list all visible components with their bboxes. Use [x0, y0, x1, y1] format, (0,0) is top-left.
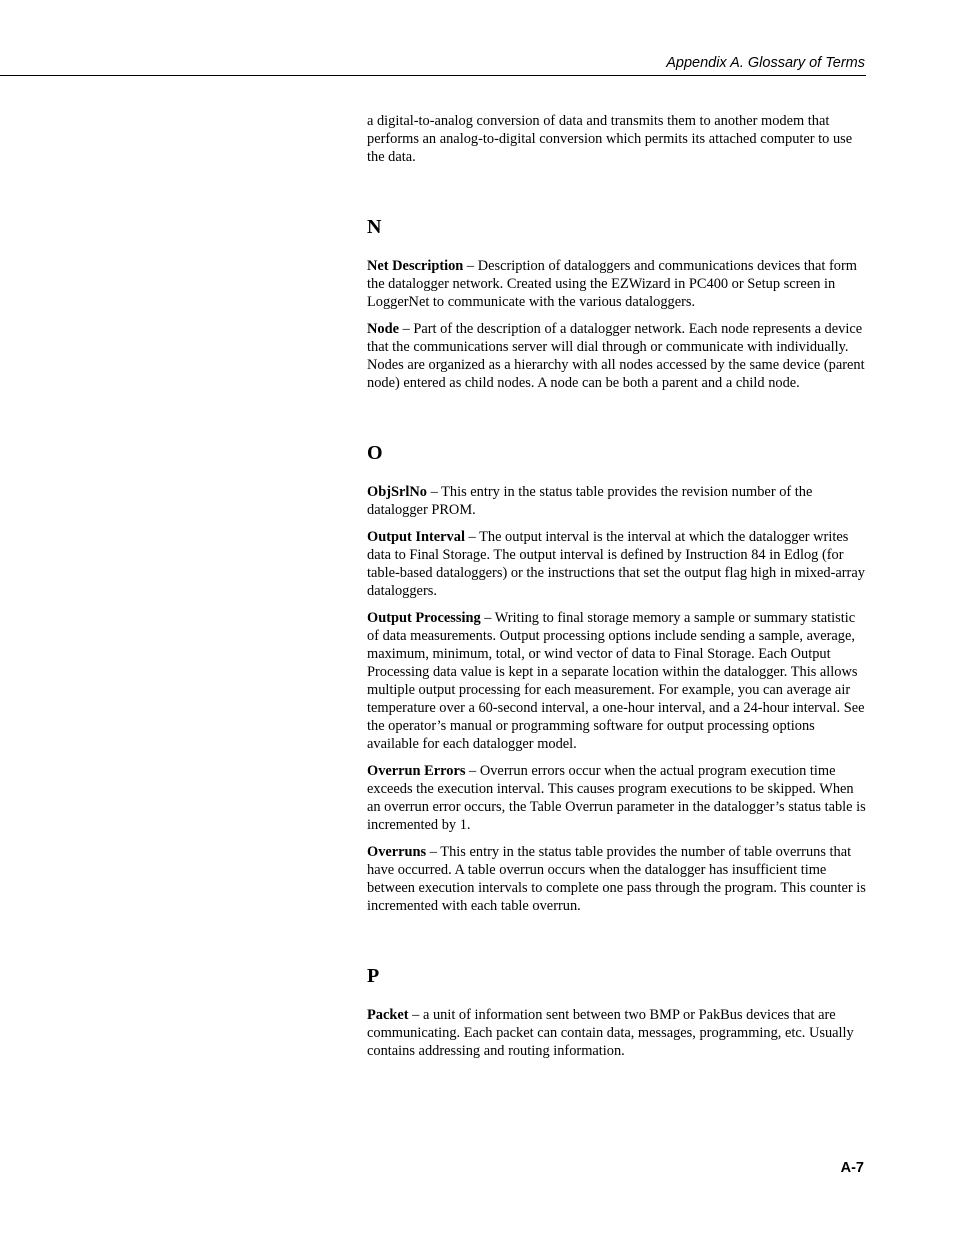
- entry-definition: – Writing to final storage memory a sample or summary statistic of data measurements. Output processing options include sending a sample, average, maximum, minimum, total, or wind vector of data to Final Storage. Each Output Processing data value is kept in a separate location within the datalogger. This allows multiple output processing for each measurement. For example, you can average air temperature over a 60-second interval, a one-hour interval, and a 24-hour interval. See the operator’s manual or programming software for output processing options available for each datalogger model.: [367, 610, 865, 752]
- entry-definition: – Description of dataloggers and communications devices that form the datalogger network. Created using the EZWizard in PC400 or Setup screen in LoggerNet to communicate with the various dataloggers.: [367, 258, 857, 310]
- glossary-entry: [367, 609, 867, 753]
- entry-term: Output Processing: [367, 610, 481, 626]
- entry-definition: – The output interval is the interval at which the datalogger writes data to Final Storage. The output interval is defined by Instruction 84 in Edlog (for table-based dataloggers) or the instructions that set the output flag high in mixed-array dataloggers.: [367, 529, 865, 599]
- running-header-title: Appendix A. Glossary of Terms: [666, 55, 865, 71]
- header-divider: [0, 75, 866, 76]
- section-letter-p: P: [367, 965, 380, 987]
- entry-definition: – Overrun errors occur when the actual program execution time exceeds the execution interval. This causes program executions to be skipped. When an overrun error occurs, the Table Overrun parameter in the datalogger’s status table is incremented by 1.: [367, 763, 866, 833]
- entry-term: Overruns: [367, 844, 427, 860]
- entry-definition: – This entry in the status table provides the revision number of the datalogger PROM.: [367, 484, 813, 518]
- glossary-entry: [367, 320, 867, 392]
- glossary-entry: [367, 483, 867, 519]
- glossary-entry: [367, 1006, 867, 1060]
- section-letter-n: N: [367, 216, 382, 238]
- entry-term: Net Description: [367, 258, 464, 274]
- section-p: [367, 964, 867, 1060]
- page-number: A-7: [840, 1160, 864, 1176]
- entry-term: Output Interval: [367, 529, 465, 545]
- glossary-entry: [367, 257, 867, 311]
- intro-paragraph: a digital-to-analog conversion of data and transmits them to another modem that performs an analog-to-digital conversion which permits its attached computer to use the data.: [367, 113, 853, 165]
- entry-definition: – This entry in the status table provides the number of table overruns that have occurred. A table overrun occurs when the datalogger has insufficient time between execution intervals to complete one pass through the program. This counter is incremented with each table overrun.: [367, 844, 866, 914]
- section-o: [367, 441, 867, 915]
- entry-term: Overrun Errors: [367, 763, 466, 779]
- glossary-content: [367, 112, 867, 1060]
- entry-definition: – Part of the description of a datalogger network. Each node represents a device that the communications server will dial through or communicate with individually. Nodes are organized as a hierarchy with all nodes accessed by the same device (parent node) entered as child nodes. A node can be both a parent and a child node.: [367, 321, 865, 391]
- entry-term: ObjSrlNo: [367, 484, 427, 500]
- glossary-entry: [367, 843, 867, 915]
- entry-definition: – a unit of information sent between two BMP or PakBus devices that are communicating. Each packet can contain data, messages, programming, etc. Usually contains addressing and routing information.: [367, 1007, 854, 1059]
- glossary-entry: [367, 528, 867, 600]
- section-n: [367, 215, 867, 392]
- glossary-entry: [367, 762, 867, 834]
- entry-term: Node: [367, 321, 399, 337]
- section-letter-o: O: [367, 442, 383, 464]
- entry-term: Packet: [367, 1007, 409, 1023]
